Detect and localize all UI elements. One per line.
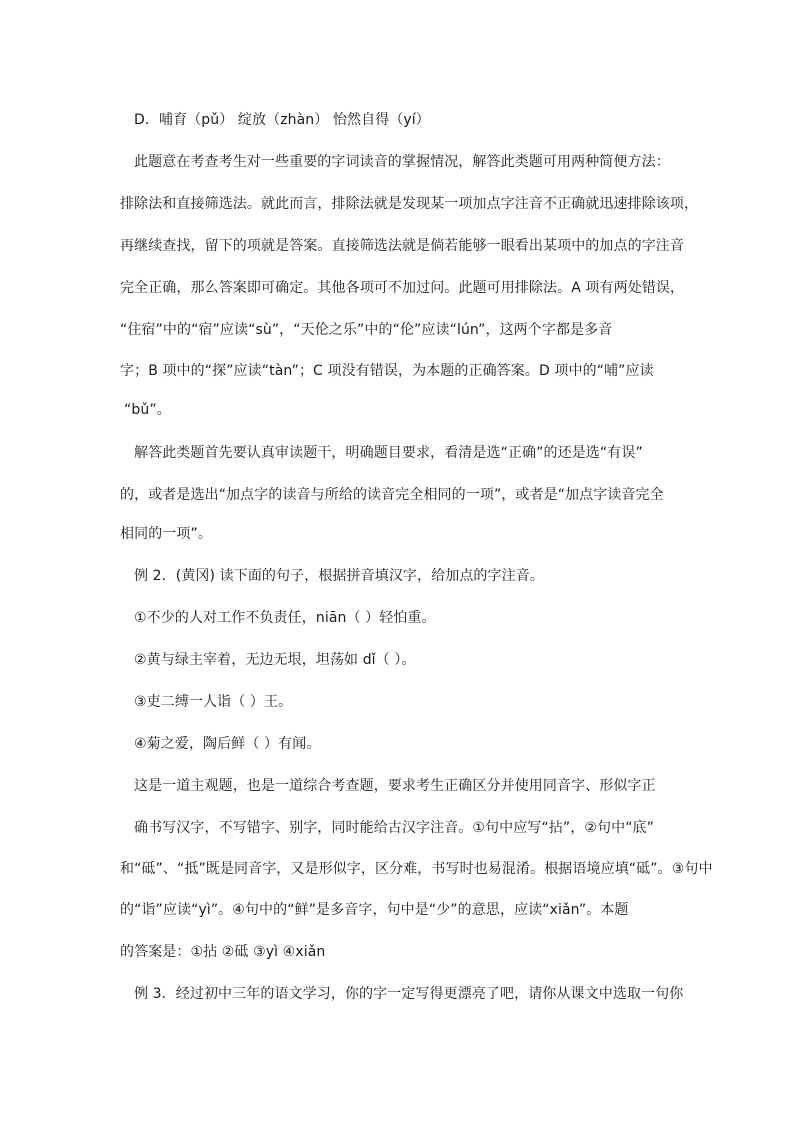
paragraph-line: 的，或者是选出“加点字的读音与所给的读音完全相同的一项”，或者是“加点字读音完全 bbox=[120, 487, 664, 503]
paragraph-line: 相同的一项”。 bbox=[120, 526, 212, 542]
example-item: ②黄与绿主宰着，无边无垠，坦荡如 dǐ（ ）。 bbox=[134, 652, 416, 668]
option-d-line: D．哺育（pǔ） 绽放（zhàn） 怡然自得（yí） bbox=[134, 112, 430, 128]
example-2-heading: 例 2．(黄冈) 读下面的句子，根据拼音填汉字，给加点的字注音。 bbox=[134, 568, 544, 584]
paragraph-line: 这是一道主观题，也是一道综合考查题，要求考生正确区分并使用同音字、形似字正 bbox=[134, 778, 656, 794]
paragraph-line: 和“砥”、“抵”既是同音字，又是形似字，区分难，书写时也易混淆。根据语境应填“砥”。③句中 bbox=[120, 861, 713, 877]
example-item: ④菊之爱，陶后鲜（ ）有闻。 bbox=[134, 736, 321, 752]
paragraph-line: 排除法和直接筛选法。就此而言，排除法就是发现某一项加点字注音不正确就迅速排除该项， bbox=[120, 196, 699, 212]
paragraph-line: 字；B 项中的“探”应读“tàn”；C 项没有错误，为本题的正确答案。D 项中的“哺”应读 bbox=[120, 363, 654, 379]
paragraph-line: 再继续查找，留下的项就是答案。直接筛选法就是倘若能够一眼看出某项中的加点的字注音 bbox=[120, 238, 684, 254]
paragraph-line: “住宿”中的“宿”应读“sù”，“天伦之乐”中的“伦”应读“lún”，这两个字都是多音 bbox=[120, 322, 613, 338]
paragraph-line: 确书写汉字，不写错字、别字，同时能给古汉字注音。①句中应写“拈”，②句中“底” bbox=[134, 820, 655, 836]
paragraph-line: 的“诣”应读“yì”。④句中的“鲜”是多音字，句中是“少”的意思，应读“xiǎn”。本题 bbox=[120, 902, 629, 918]
paragraph-line: 此题意在考查考生对一些重要的字词读音的掌握情况，解答此类题可用两种简便方法： bbox=[134, 154, 670, 170]
paragraph-line: 完全正确，那么答案即可确定。其他各项可不加过问。此题可用排除法。A 项有两处错误， bbox=[120, 280, 685, 296]
paragraph-line: “bǔ”。 bbox=[124, 402, 171, 418]
example-item: ③吏二缚一人诣（ ）王。 bbox=[134, 694, 293, 710]
paragraph-line: 解答此类题首先要认真审读题干，明确题目要求，看清是选“正确”的还是选“有误” bbox=[134, 445, 643, 461]
answer-line: 的答案是：①拈 ②砥 ③yì ④xiǎn bbox=[120, 944, 326, 960]
example-item: ①不少的人对工作不负责任，niān（ ）轻怕重。 bbox=[134, 610, 436, 626]
example-3-heading: 例 3．经过初中三年的语文学习，你的字一定写得更漂亮了吧，请你从课文中选取一句你 bbox=[134, 986, 684, 1002]
